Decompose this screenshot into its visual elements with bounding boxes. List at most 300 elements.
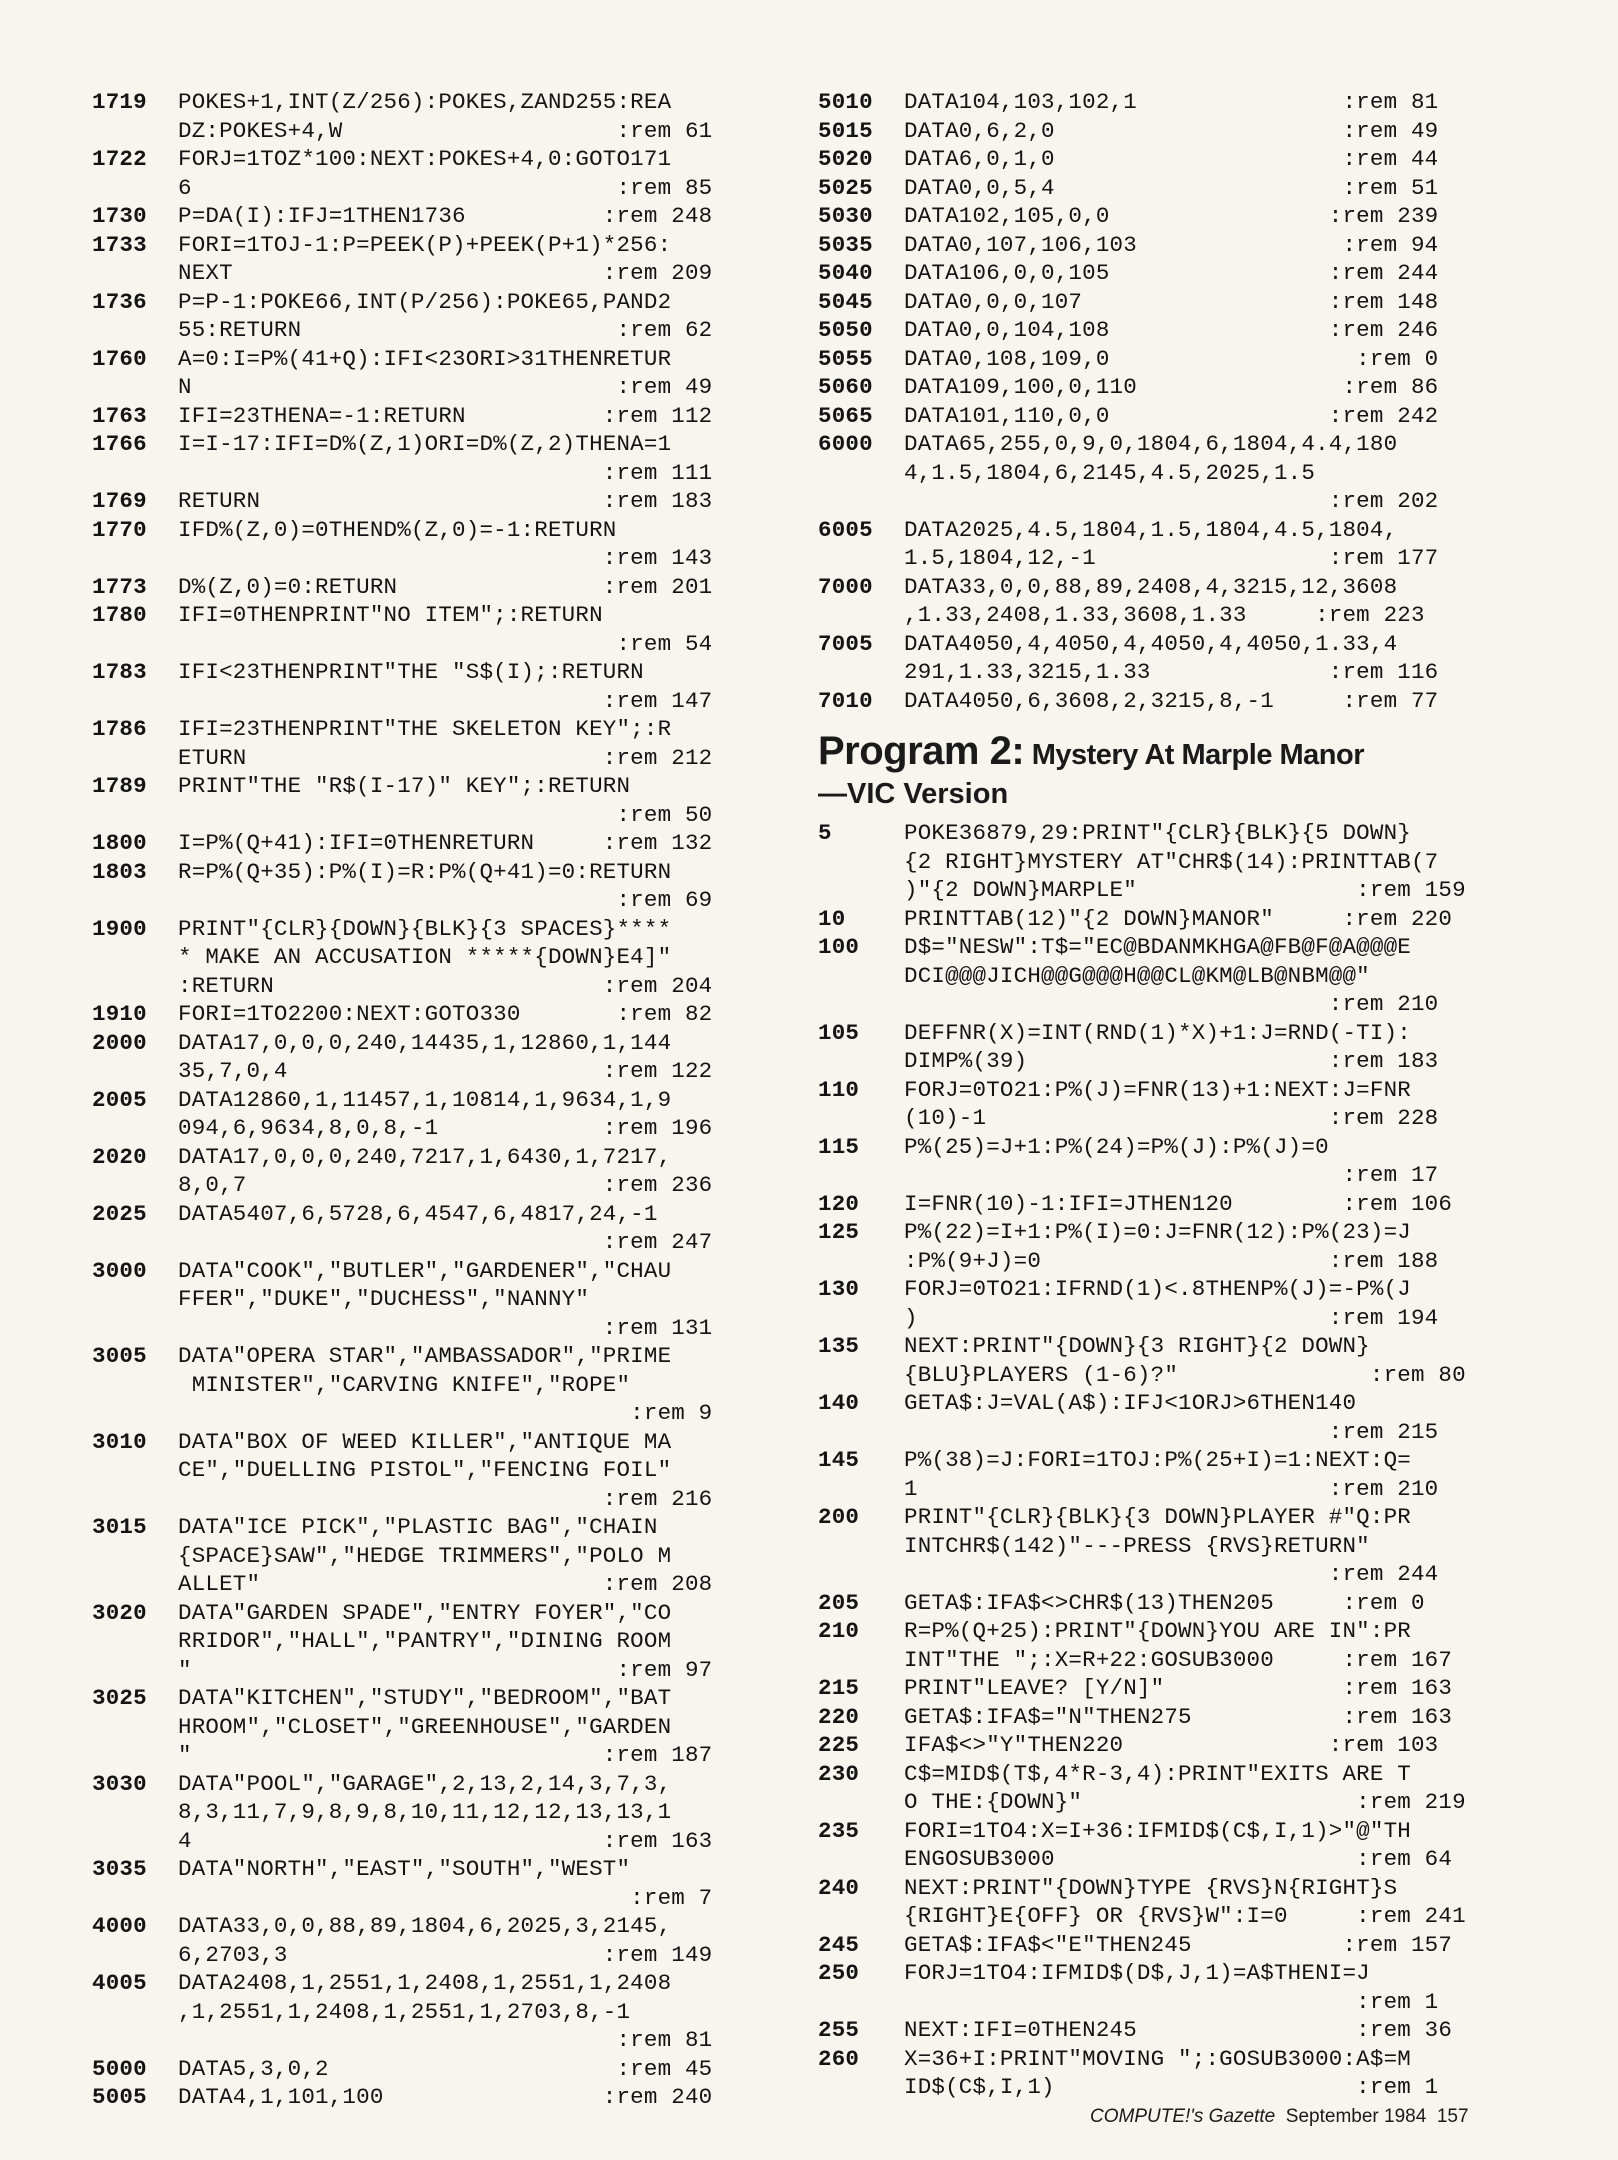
code-line [92,1684,792,1713]
code-line [92,886,792,915]
line-number [92,1656,178,1685]
code-text: :rem 111 [178,459,713,486]
line-number: 1780 [92,602,147,628]
code-text: 1.5,1804,12,-1 :rem 177 [904,545,1439,571]
line-number [818,1361,904,1390]
line-number: 220 [818,1703,860,1730]
code-text: :rem 50 [178,801,713,828]
code-text: ) :rem 194 [904,1304,1439,1331]
code-text: A=0:I=P%(41+Q):IFI<23ORI>31THENRETUR [178,345,672,372]
code-line [818,430,1518,459]
line-number [818,1304,904,1333]
code-line [818,373,1518,402]
code-text: I=I-17:IFI=D%(Z,1)ORI=D%(Z,2)THENA=1 [178,431,672,457]
code-line [818,1532,1518,1561]
line-number [818,1047,904,1076]
code-text: DATA109,100,0,110 :rem 86 [904,374,1439,400]
line-number [818,658,904,687]
code-text: D$="NESW":T$="EC@BDANMKHGA@FB@F@A@@@E [904,934,1411,960]
code-line [92,1371,792,1400]
code-line [92,1000,792,1029]
code-line [92,259,792,288]
code-line [92,915,792,944]
code-text: GETA$:J=VAL(A$):IFJ<1ORJ>6THEN140 [904,1390,1357,1416]
line-number: 3010 [92,1428,147,1455]
line-number: 1803 [92,858,147,885]
code-text: " :rem 187 [178,1742,713,1768]
code-line [92,772,792,801]
code-text: :RETURN :rem 204 [178,972,713,999]
line-number: 1769 [92,488,147,514]
code-line [92,1428,792,1457]
line-number: 1900 [92,915,147,942]
code-line [818,1817,1518,1846]
code-line [92,1941,792,1970]
code-line [818,630,1518,659]
code-line [818,905,1518,934]
code-line [818,1589,1518,1618]
code-line [92,1770,792,1799]
code-text: FORJ=1TOZ*100:NEXT:POKES+4,0:GOTO171 [178,146,672,172]
code-line [92,1456,792,1485]
line-number [92,1627,178,1656]
code-line [818,117,1518,146]
line-number [818,990,904,1019]
code-line [92,687,792,716]
code-text: P%(22)=I+1:P%(I)=0:J=FNR(12):P%(23)=J [904,1219,1411,1245]
code-text: PRINT"{CLR}{BLK}{3 DOWN}PLAYER #"Q:PR [904,1504,1411,1530]
code-text: DZ:POKES+4,W :rem 61 [178,117,713,144]
line-number [92,1570,178,1599]
line-number [92,1171,178,1200]
code-line [92,145,792,174]
code-text: DCI@@@JICH@@G@@@H@@CL@KM@LB@NBM@@" [904,962,1370,989]
code-text: DATA33,0,0,88,89,2408,4,3215,12,3608 [904,573,1398,600]
code-line [818,1845,1518,1874]
code-text: DEFFNR(X)=INT(RND(1)*X)+1:J=RND(-TI): [904,1019,1411,1046]
line-number: 2020 [92,1143,147,1170]
code-text: DATA"COOK","BUTLER","GARDENER","CHAU [178,1257,672,1284]
code-text: :rem 9 [178,1400,713,1426]
line-number: 215 [818,1675,860,1701]
code-text: * MAKE AN ACCUSATION *****{DOWN}E4]" [178,944,672,970]
line-number: 2005 [92,1086,147,1113]
line-number: 3025 [92,1685,147,1711]
code-text: DATA2408,1,2551,1,2408,1,2551,1,2408 [178,1970,672,1996]
line-number: 5065 [818,402,873,429]
code-text: :rem 54 [178,630,713,657]
code-line [92,2026,792,2055]
code-line [92,117,792,146]
code-text: DATA"ICE PICK","PLASTIC BAG","CHAIN [178,1514,658,1540]
line-number: 5005 [92,2084,147,2110]
line-number [818,1475,904,1504]
code-text: 55:RETURN :rem 62 [178,317,713,343]
code-line [818,1617,1518,1646]
code-text: :rem 17 [904,1162,1439,1188]
code-line [92,715,792,744]
code-text: {2 RIGHT}MYSTERY AT"CHR$(14):PRINTTAB(7 [904,848,1439,875]
code-text: RRIDOR","HALL","PANTRY","DINING ROOM [178,1628,672,1654]
line-number [92,1713,178,1742]
code-text: DATA0,107,106,103 :rem 94 [904,231,1439,258]
line-number: 125 [818,1219,860,1245]
code-line [92,2083,792,2112]
code-line [818,231,1518,260]
line-number: 140 [818,1390,860,1416]
code-line [92,1912,792,1941]
code-text: ETURN :rem 212 [178,744,713,771]
line-number [818,876,904,905]
code-text: IFD%(Z,0)=0THEND%(Z,0)=-1:RETURN [178,516,617,543]
code-text: D%(Z,0)=0:RETURN :rem 201 [178,573,713,600]
line-number [92,316,178,345]
code-text: 8,3,11,7,9,8,9,8,10,11,12,12,13,13,1 [178,1799,672,1825]
code-line [92,1485,792,1514]
line-number: 5050 [818,317,873,343]
code-text: :rem 81 [178,2027,713,2053]
code-line [92,231,792,260]
line-number [818,848,904,877]
line-number: 1773 [92,573,147,600]
code-text: DATA4050,6,3608,2,3215,8,-1 :rem 77 [904,687,1439,714]
line-number [818,1560,904,1589]
code-line [92,316,792,345]
code-text: 8,0,7 :rem 236 [178,1172,713,1198]
line-number: 5055 [818,345,873,372]
code-text: O THE:{DOWN}" :rem 219 [904,1789,1466,1815]
line-number: 1722 [92,146,147,172]
code-line [92,1200,792,1229]
code-line [92,174,792,203]
code-line [818,658,1518,687]
code-line [818,1275,1518,1304]
line-number [92,174,178,203]
code-line [818,1133,1518,1162]
line-number [818,1902,904,1931]
line-number: 225 [818,1732,860,1758]
code-line [818,1988,1518,2017]
code-text: CE","DUELLING PISTOL","FENCING FOIL" [178,1457,672,1483]
code-line [818,1646,1518,1675]
line-number: 5025 [818,174,873,201]
line-number [92,2026,178,2055]
code-text: X=36+I:PRINT"MOVING ";:GOSUB3000:A$=M [904,2045,1411,2072]
code-text: 4,1.5,1804,6,2145,4.5,2025,1.5 [904,459,1316,486]
line-number [92,1371,178,1400]
code-text: 6 :rem 85 [178,174,713,201]
code-text: :rem 143 [178,545,713,571]
code-line [92,345,792,374]
code-line [92,658,792,687]
code-line [818,876,1518,905]
code-text: DATA5407,6,5728,6,4547,6,4817,24,-1 [178,1200,658,1227]
code-line [818,259,1518,288]
code-line [92,1998,792,2027]
program-2-listing [818,819,1518,2102]
code-line [818,1161,1518,1190]
line-number: 1789 [92,773,147,799]
code-text: :rem 147 [178,687,713,714]
code-text: DATA33,0,0,88,89,1804,6,2025,3,2145, [178,1913,672,1939]
code-line [818,1902,1518,1931]
line-number: 200 [818,1504,860,1530]
line-number [92,544,178,573]
code-text: DATA"GARDEN SPADE","ENTRY FOYER","CO [178,1599,672,1626]
code-line [818,459,1518,488]
line-number: 2000 [92,1029,147,1056]
line-number: 3030 [92,1770,147,1797]
code-line [92,1228,792,1257]
code-line [92,373,792,402]
code-text: :rem 216 [178,1485,713,1512]
line-number [92,1314,178,1343]
code-text: IFI<23THENPRINT"THE "S$(I);:RETURN [178,659,644,685]
code-line [818,1674,1518,1703]
line-number [92,886,178,915]
code-line [92,1257,792,1286]
code-line [92,601,792,630]
code-text: :rem 1 [904,1988,1439,2015]
line-number: 1770 [92,516,147,543]
code-line [818,345,1518,374]
line-number: 110 [818,1076,860,1103]
code-line [92,858,792,887]
line-number: 6000 [818,431,873,457]
code-text: DATA"BOX OF WEED KILLER","ANTIQUE MA [178,1428,672,1455]
line-number: 145 [818,1447,860,1473]
code-text: DATA0,0,5,4 :rem 51 [904,174,1439,201]
code-text: I=P%(Q+41):IFI=0THENRETURN :rem 132 [178,830,713,856]
code-line [818,544,1518,573]
line-number: 105 [818,1019,860,1046]
code-line [92,1029,792,1058]
code-text: FFER","DUKE","DUCHESS","NANNY" [178,1286,590,1312]
listing-continuation [818,88,1518,715]
line-number: 250 [818,1960,860,1986]
line-number: 120 [818,1190,860,1217]
code-text: R=P%(Q+35):P%(I)=R:P%(Q+41)=0:RETURN [178,858,672,885]
code-text: PRINTTAB(12)"{2 DOWN}MANOR" :rem 220 [904,905,1453,932]
code-text: 1 :rem 210 [904,1475,1439,1502]
line-number: 1910 [92,1001,147,1027]
code-line [818,1019,1518,1048]
code-text: DATA4050,4,4050,4,4050,4,4050,1.33,4 [904,630,1398,657]
code-line [818,1047,1518,1076]
code-line [92,1057,792,1086]
code-line [818,174,1518,203]
code-line [818,1475,1518,1504]
line-number: 1736 [92,288,147,315]
line-number: 1760 [92,345,147,372]
line-number: 3000 [92,1257,147,1284]
code-text: DATA"NORTH","EAST","SOUTH","WEST" [178,1856,631,1882]
code-text: 4 :rem 163 [178,1827,713,1854]
line-number [818,1104,904,1133]
code-text: ALLET" :rem 208 [178,1571,713,1597]
code-line [818,1361,1518,1390]
code-line [92,1570,792,1599]
code-text: :rem 131 [178,1314,713,1341]
line-number [92,1399,178,1428]
code-text: DATA12860,1,11457,1,10814,1,9634,1,9 [178,1086,672,1113]
code-line [818,687,1518,716]
code-text: :rem 215 [904,1418,1439,1445]
page-footer [1090,2106,1469,2128]
code-line [92,943,792,972]
code-line [92,630,792,659]
code-text: DATA"OPERA STAR","AMBASSADOR","PRIME [178,1343,672,1369]
code-line [818,1418,1518,1447]
line-number: 205 [818,1589,860,1616]
code-text: 35,7,0,4 :rem 122 [178,1058,713,1084]
code-line [818,516,1518,545]
code-line [818,1931,1518,1960]
code-line [92,202,792,231]
code-line [92,1627,792,1656]
code-text: 094,6,9634,8,0,8,-1 :rem 196 [178,1115,713,1141]
code-text: DATA106,0,0,105 :rem 244 [904,260,1439,286]
code-text: IFI=23THENA=-1:RETURN :rem 112 [178,402,713,429]
line-number: 5 [818,820,832,846]
line-number: 5035 [818,231,873,258]
line-number: 1733 [92,231,147,258]
code-text: NEXT:PRINT"{DOWN}TYPE {RVS}N{RIGHT}S [904,1874,1398,1901]
code-text: MINISTER","CARVING KNIFE","ROPE" [178,1371,631,1398]
code-text: DATA102,105,0,0 :rem 239 [904,203,1439,229]
code-text: :rem 202 [904,488,1439,514]
code-text: FORJ=1TO4:IFMID$(D$,J,1)=A$THENI=J [904,1960,1370,1986]
code-text: POKE36879,29:PRINT"{CLR}{BLK}{5 DOWN} [904,820,1411,846]
code-text: IFI=0THENPRINT"NO ITEM";:RETURN [178,602,603,628]
code-text: :rem 210 [904,991,1439,1017]
code-text: C$=MID$(T$,4*R-3,4):PRINT"EXITS ARE T [904,1760,1411,1787]
code-text: {RIGHT}E{OFF} OR {RVS}W":I=0 :rem 241 [904,1903,1466,1929]
code-line [818,88,1518,117]
line-number: 210 [818,1618,860,1644]
code-text: :rem 244 [904,1561,1439,1587]
code-line [92,487,792,516]
left-listing-column [92,88,792,2112]
code-line [818,990,1518,1019]
line-number [818,2073,904,2102]
code-line [92,1399,792,1428]
code-text: FORJ=0TO21:P%(J)=FNR(13)+1:NEXT:J=FNR [904,1076,1411,1103]
line-number [92,1884,178,1913]
code-text: PRINT"{CLR}{DOWN}{BLK}{3 SPACES}**** [178,915,672,942]
code-line [92,1969,792,1998]
code-line [92,88,792,117]
line-number [92,1057,178,1086]
code-text: IFA$<>"Y"THEN220 :rem 103 [904,1732,1439,1758]
code-text: P%(25)=J+1:P%(24)=P%(J):P%(J)=0 [904,1133,1329,1160]
line-number [818,962,904,991]
code-line [92,1884,792,1913]
code-line [92,573,792,602]
line-number [92,972,178,1001]
code-text: :rem 69 [178,887,713,913]
line-number [92,1998,178,2027]
code-line [818,145,1518,174]
code-line [818,202,1518,231]
line-number: 7000 [818,573,873,600]
code-text: DATA0,0,0,107 :rem 148 [904,288,1439,315]
code-text: :P%(9+J)=0 :rem 188 [904,1247,1439,1274]
code-text: RETURN :rem 183 [178,488,713,514]
code-text: ENGOSUB3000 :rem 64 [904,1846,1453,1872]
code-line [92,1741,792,1770]
line-number: 100 [818,934,860,960]
code-text: HROOM","CLOSET","GREENHOUSE","GARDEN [178,1713,672,1740]
line-number [818,1988,904,2017]
line-number: 1783 [92,659,147,685]
line-number: 4000 [92,1913,147,1939]
code-text: FORI=1TO2200:NEXT:GOTO330 :rem 82 [178,1001,713,1027]
right-listing-column [818,88,1518,2102]
line-number: 245 [818,1931,860,1958]
code-line [92,1285,792,1314]
issue-date: September 1984 [1285,2106,1427,2127]
code-text: ,1,2551,1,2408,1,2551,1,2703,8,-1 [178,1998,631,2025]
code-text: {BLU}PLAYERS (1-6)?" :rem 80 [904,1361,1466,1388]
line-number: 130 [818,1276,860,1302]
line-number: 115 [818,1133,860,1160]
code-line [818,1332,1518,1361]
line-number: 1719 [92,89,147,115]
code-text: GETA$:IFA$<"E"THEN245 :rem 157 [904,1931,1453,1958]
line-number [818,1788,904,1817]
code-text: DATA6,0,1,0 :rem 44 [904,146,1439,172]
line-number [818,544,904,573]
line-number [92,459,178,488]
line-number [92,1542,178,1571]
code-text: NEXT :rem 209 [178,260,713,286]
code-text: DATA5,3,0,2 :rem 45 [178,2055,713,2082]
line-number [92,1285,178,1314]
code-line [92,402,792,431]
code-text: " :rem 97 [178,1656,713,1683]
code-line [818,1218,1518,1247]
code-text: NEXT:PRINT"{DOWN}{3 RIGHT}{2 DOWN} [904,1333,1370,1359]
code-line [92,516,792,545]
line-number [818,1532,904,1561]
code-line [818,1560,1518,1589]
code-line [818,2045,1518,2074]
line-number: 5020 [818,146,873,172]
code-line [92,1342,792,1371]
code-line [818,487,1518,516]
line-number: 230 [818,1760,860,1787]
line-number: 1800 [92,830,147,856]
code-line [818,819,1518,848]
line-number [92,943,178,972]
code-line [818,1446,1518,1475]
code-text: P=DA(I):IFJ=1THEN1736 :rem 248 [178,203,713,229]
code-text: DATA17,0,0,0,240,14435,1,12860,1,144 [178,1029,672,1056]
line-number: 5015 [818,117,873,144]
line-number: 10 [818,905,846,932]
code-text: FORJ=0TO21:IFRND(1)<.8THENP%(J)=-P%(J [904,1276,1411,1302]
code-line [92,829,792,858]
code-text: :rem 247 [178,1229,713,1255]
code-line [818,1076,1518,1105]
line-number: 5000 [92,2055,147,2082]
code-text: POKES+1,INT(Z/256):POKES,ZAND255:REA [178,89,672,115]
line-number: 3015 [92,1514,147,1540]
code-line [818,601,1518,630]
code-text: DATA17,0,0,0,240,7217,1,6430,1,7217, [178,1143,672,1170]
code-line [92,801,792,830]
